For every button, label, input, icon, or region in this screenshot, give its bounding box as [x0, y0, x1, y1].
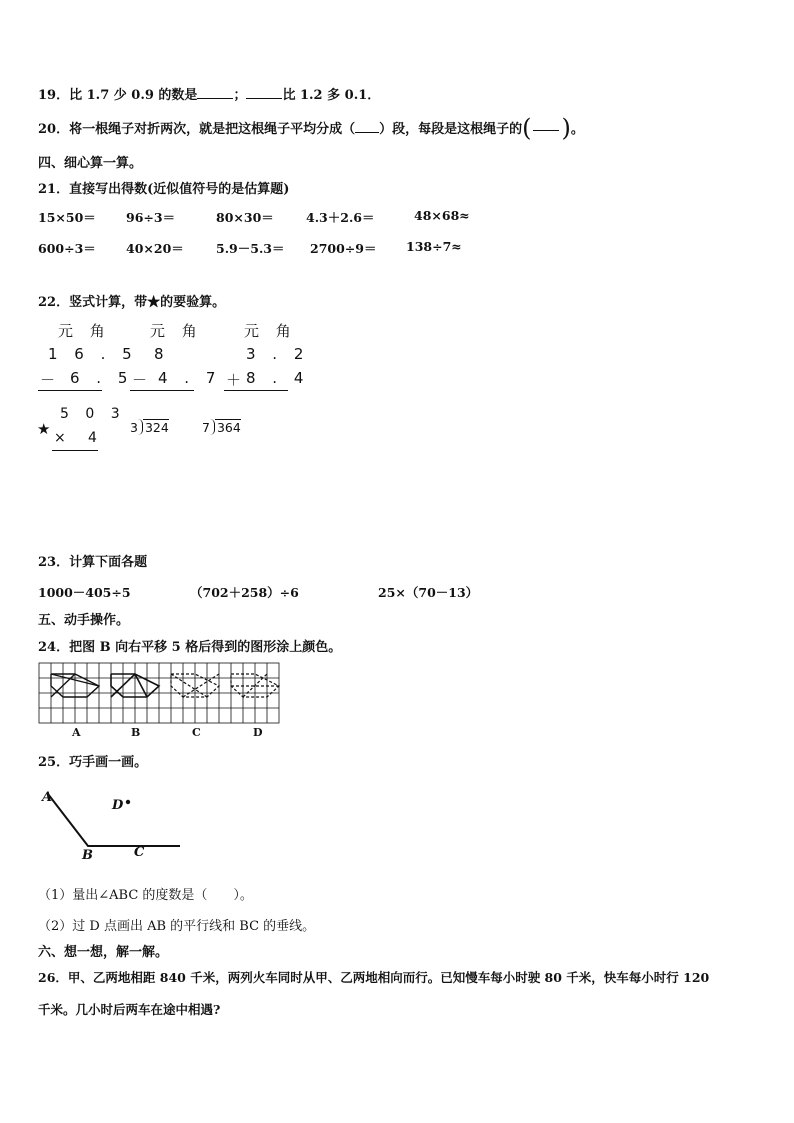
section-6-heading: 六、想一想，解一解。	[38, 945, 169, 960]
point-label-d: D	[112, 798, 124, 813]
vertical-op: －	[40, 371, 62, 389]
oral-calc: 40×20＝	[126, 241, 184, 256]
fraction-blank[interactable]: ( )	[522, 114, 571, 143]
calc-item: 25×（70－13）	[378, 585, 479, 600]
long-division: 3 324	[130, 420, 169, 435]
figure-label-b: B	[131, 726, 141, 739]
figure-label-c: C	[192, 726, 201, 739]
oral-calc: 5.9－5.3＝	[216, 241, 285, 256]
calc-item: （702＋258）÷6	[190, 585, 299, 600]
vertical-bottom: 8 . 4	[246, 369, 310, 387]
vertical-bottom: 4 . 7	[158, 369, 222, 387]
section-5-heading: 五、动手操作。	[38, 613, 130, 628]
vertical-top: 1 6 . 5	[48, 345, 138, 363]
question-24-title: 24．把图 B 向右平移 5 格后得到的图形涂上颜色。	[38, 640, 342, 655]
oral-calc: 4.3＋2.6＝	[306, 210, 375, 225]
translation-grid	[38, 662, 284, 724]
oral-calc: 48×68≈	[414, 208, 470, 223]
figure-label-a: A	[72, 726, 81, 739]
oral-calc: 600÷3＝	[38, 241, 96, 256]
vertical-top: 3 . 2	[246, 345, 310, 363]
oral-calc: 96÷3＝	[126, 210, 176, 225]
question-23-title: 23．计算下面各题	[38, 555, 148, 570]
oral-calc: 2700÷9＝	[310, 241, 377, 256]
star-icon: ★	[37, 420, 57, 438]
question-26-line1: 26．甲、乙两地相距 840 千米，两列火车同时从甲、乙两地相向而行。已知慢车每小时驶 80 千米，快车每小时行 120	[38, 970, 710, 985]
section-4-heading: 四、细心算一算。	[38, 156, 143, 171]
question-22-title: 22．竖式计算，带★的要验算。	[38, 295, 226, 310]
point-label-b: B	[82, 848, 93, 863]
question-20: 20．将一根绳子对折两次，就是把这根绳子平均分成（ ）段，每段是这根绳子的( )。	[38, 114, 584, 143]
calc-item: 1000－405÷5	[38, 585, 131, 600]
sum-line	[130, 390, 194, 391]
unit-label: 元 角	[150, 322, 203, 340]
sum-line	[224, 390, 288, 391]
figure-label-d: D	[253, 726, 263, 739]
point-label-c: C	[134, 845, 145, 860]
question-25-sub1: （1）量出∠ABC 的度数是（ ）。	[38, 888, 253, 903]
point-label-a: A	[42, 790, 53, 805]
unit-label: 元 角	[244, 322, 297, 340]
question-25-title: 25．巧手画一画。	[38, 755, 148, 770]
question-25-sub2: （2）过 D 点画出 AB 的平行线和 BC 的垂线。	[38, 919, 316, 934]
sum-line	[52, 450, 98, 451]
question-26-line2: 千米。几小时后两车在途中相遇?	[38, 1002, 221, 1017]
answer-blank[interactable]	[246, 85, 282, 99]
long-division: 7 364	[202, 420, 241, 435]
answer-blank[interactable]	[355, 119, 379, 133]
vertical-bottom: 6 . 5	[70, 369, 134, 387]
oral-calc: 138÷7≈	[406, 239, 462, 254]
vertical-op: －	[132, 371, 154, 389]
vertical-op: ×	[54, 430, 72, 446]
vertical-bottom: 4	[88, 430, 103, 446]
question-19: 19．比 1.7 少 0.9 的数是 ； 比 1.2 多 0.1．	[38, 84, 380, 103]
oral-calc: 80×30＝	[216, 210, 274, 225]
vertical-top: 8	[154, 345, 170, 363]
sum-line	[38, 390, 102, 391]
vertical-top: 5 0 3	[60, 406, 126, 422]
oral-calc: 15×50＝	[38, 210, 96, 225]
vertical-op: ＋	[226, 371, 248, 389]
unit-label: 元 角	[58, 322, 111, 340]
question-21-title: 21．直接写出得数(近似值符号的是估算题)	[38, 182, 290, 197]
answer-blank[interactable]	[197, 85, 233, 99]
